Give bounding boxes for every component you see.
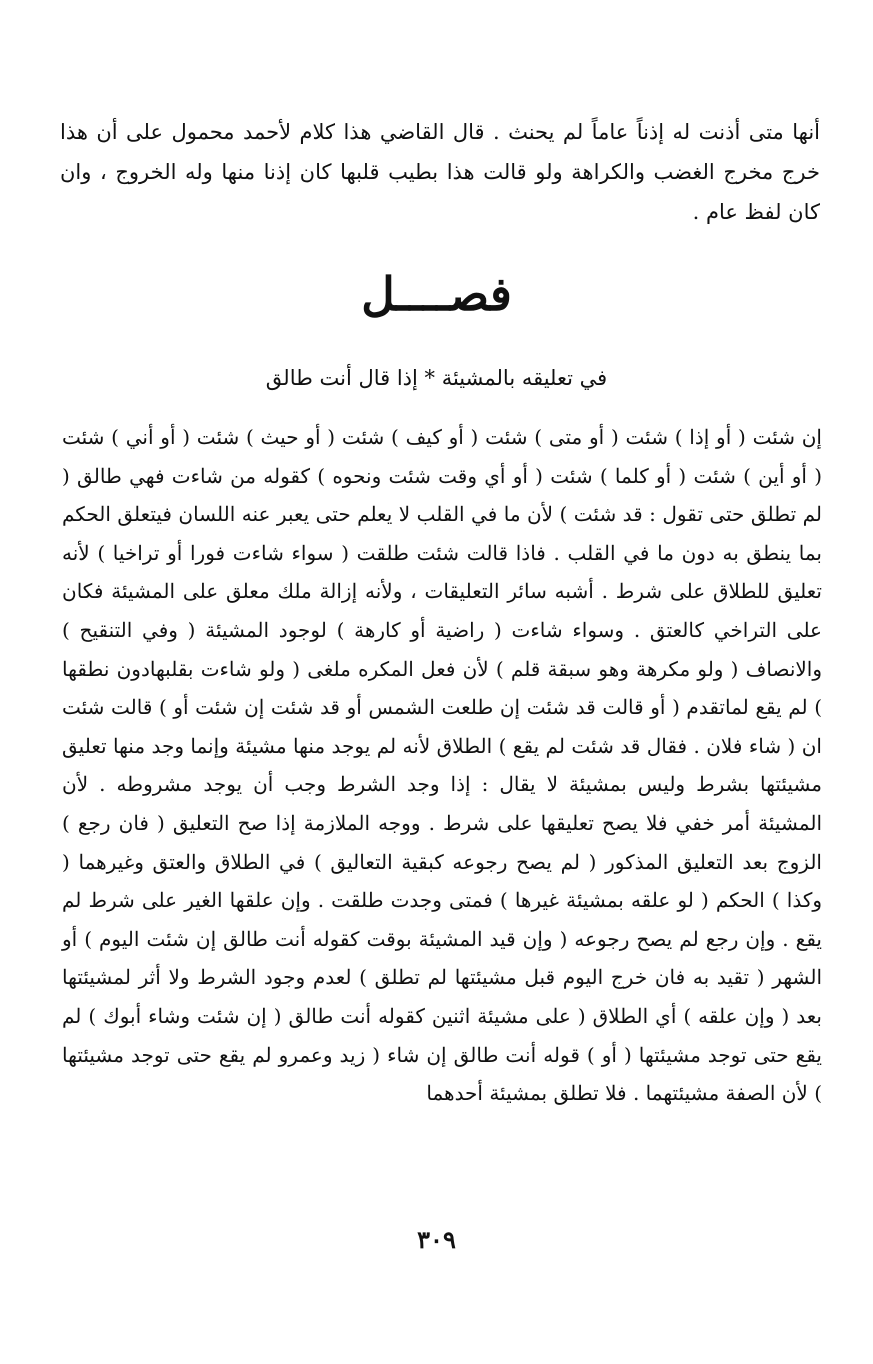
intro-paragraph xyxy=(60,112,820,232)
intro-text: أنها متى أذنت له إذناً عاماً لم يحنث . قال القاضي هذا كلام لأحمد محمول على أن هذا خرج مخرج الغضب والكراهة ولو قالت هذا بطيب قلبها كان إذنا منها وله الخروج ، وان كان لفظ عام . xyxy=(60,120,820,224)
body-text: إن شئت ( أو إذا ) شئت ( أو متى ) شئت ( أو كيف ) شئت ( أو حيث ) شئت ( أو أني ) شئت ( أو أين ) شئت ( أو كلما ) شئت ( أو أي وقت شئت ونحوه ) كقوله من شاءت فهي طالق ( لم تطلق حتى تقول : قد شئت ) لأن ما في القلب لا يعلم حتى يعبر عنه اللسان فيتعلق الحكم بما ينطق به دون ما في القلب . فاذا قالت شئت طلقت ( سواء شاءت فورا أو تراخيا ) لأنه تعليق للطلاق على شرط . أشبه سائر التعليقات ، ولأنه إزالة ملك معلق على المشيئة فكان على التراخي كالعتق . وسواء شاءت ( راضية أو كارهة ) لوجود المشيئة ( وفي التنقيح ) والانصاف ( ولو مكرهة وهو سبقة قلم ) لأن فعل المكره ملغى ( ولو شاءت بقلبهادون نطقها ) لم يقع لماتقدم ( أو قالت قد شئت إن طلعت الشمس أو قد شئت إن شئت أو ) قالت شئت ان ( شاء فلان . فقال قد شئت لم يقع ) الطلاق لأنه لم يوجد منها مشيئة وإنما وجد منها تعليق مشيئتها بشرط وليس بمشيئة لا يقال : إذا وجد الشرط وجب أن يوجد مشروطه . لأن المشيئة أمر خفي فلا يصح تعليقها على شرط . ووجه الملازمة إذا صح التعليق ( فان رجع ) الزوج بعد التعليق المذكور ( لم يصح رجوعه كبقية التعاليق ) في الطلاق والعتق وغيرهما ( وكذا ) الحكم ( لو علقه بمشيئة غيرها ) فمتى وجدت طلقت . وإن علقها الغير على شرط لم يقع . وإن رجع لم يصح رجوعه ( وإن قيد المشيئة بوقت كقوله أنت طالق إن شئت اليوم ) أو الشهر ( تقيد به فان خرج اليوم قبل مشيئتها لم تطلق ) لعدم وجود الشرط ولا أثر لمشيئتها بعد ( وإن علقه ) أي الطلاق ( على مشيئة اثنين كقوله أنت طالق ( إن شئت وشاء أبوك ) لم يقع حتى توجد مشيئتها ( أو ) قوله أنت طالق إن شاء ( زيد وعمرو لم يقع حتى توجد مشيئتها ) لأن الصفة مشيئتهما . فلا تطلق بمشيئة أحدهما xyxy=(62,425,822,1106)
section-title xyxy=(0,262,873,326)
page-number xyxy=(0,1222,873,1258)
section-subtitle xyxy=(0,360,873,396)
page-number-text: ٣٠٩ xyxy=(417,1225,456,1254)
body-paragraph xyxy=(62,418,822,1113)
section-subtitle-text: في تعليقه بالمشيئة * إذا قال أنت طالق xyxy=(265,366,608,390)
section-title-text: فصــــل xyxy=(361,267,512,321)
